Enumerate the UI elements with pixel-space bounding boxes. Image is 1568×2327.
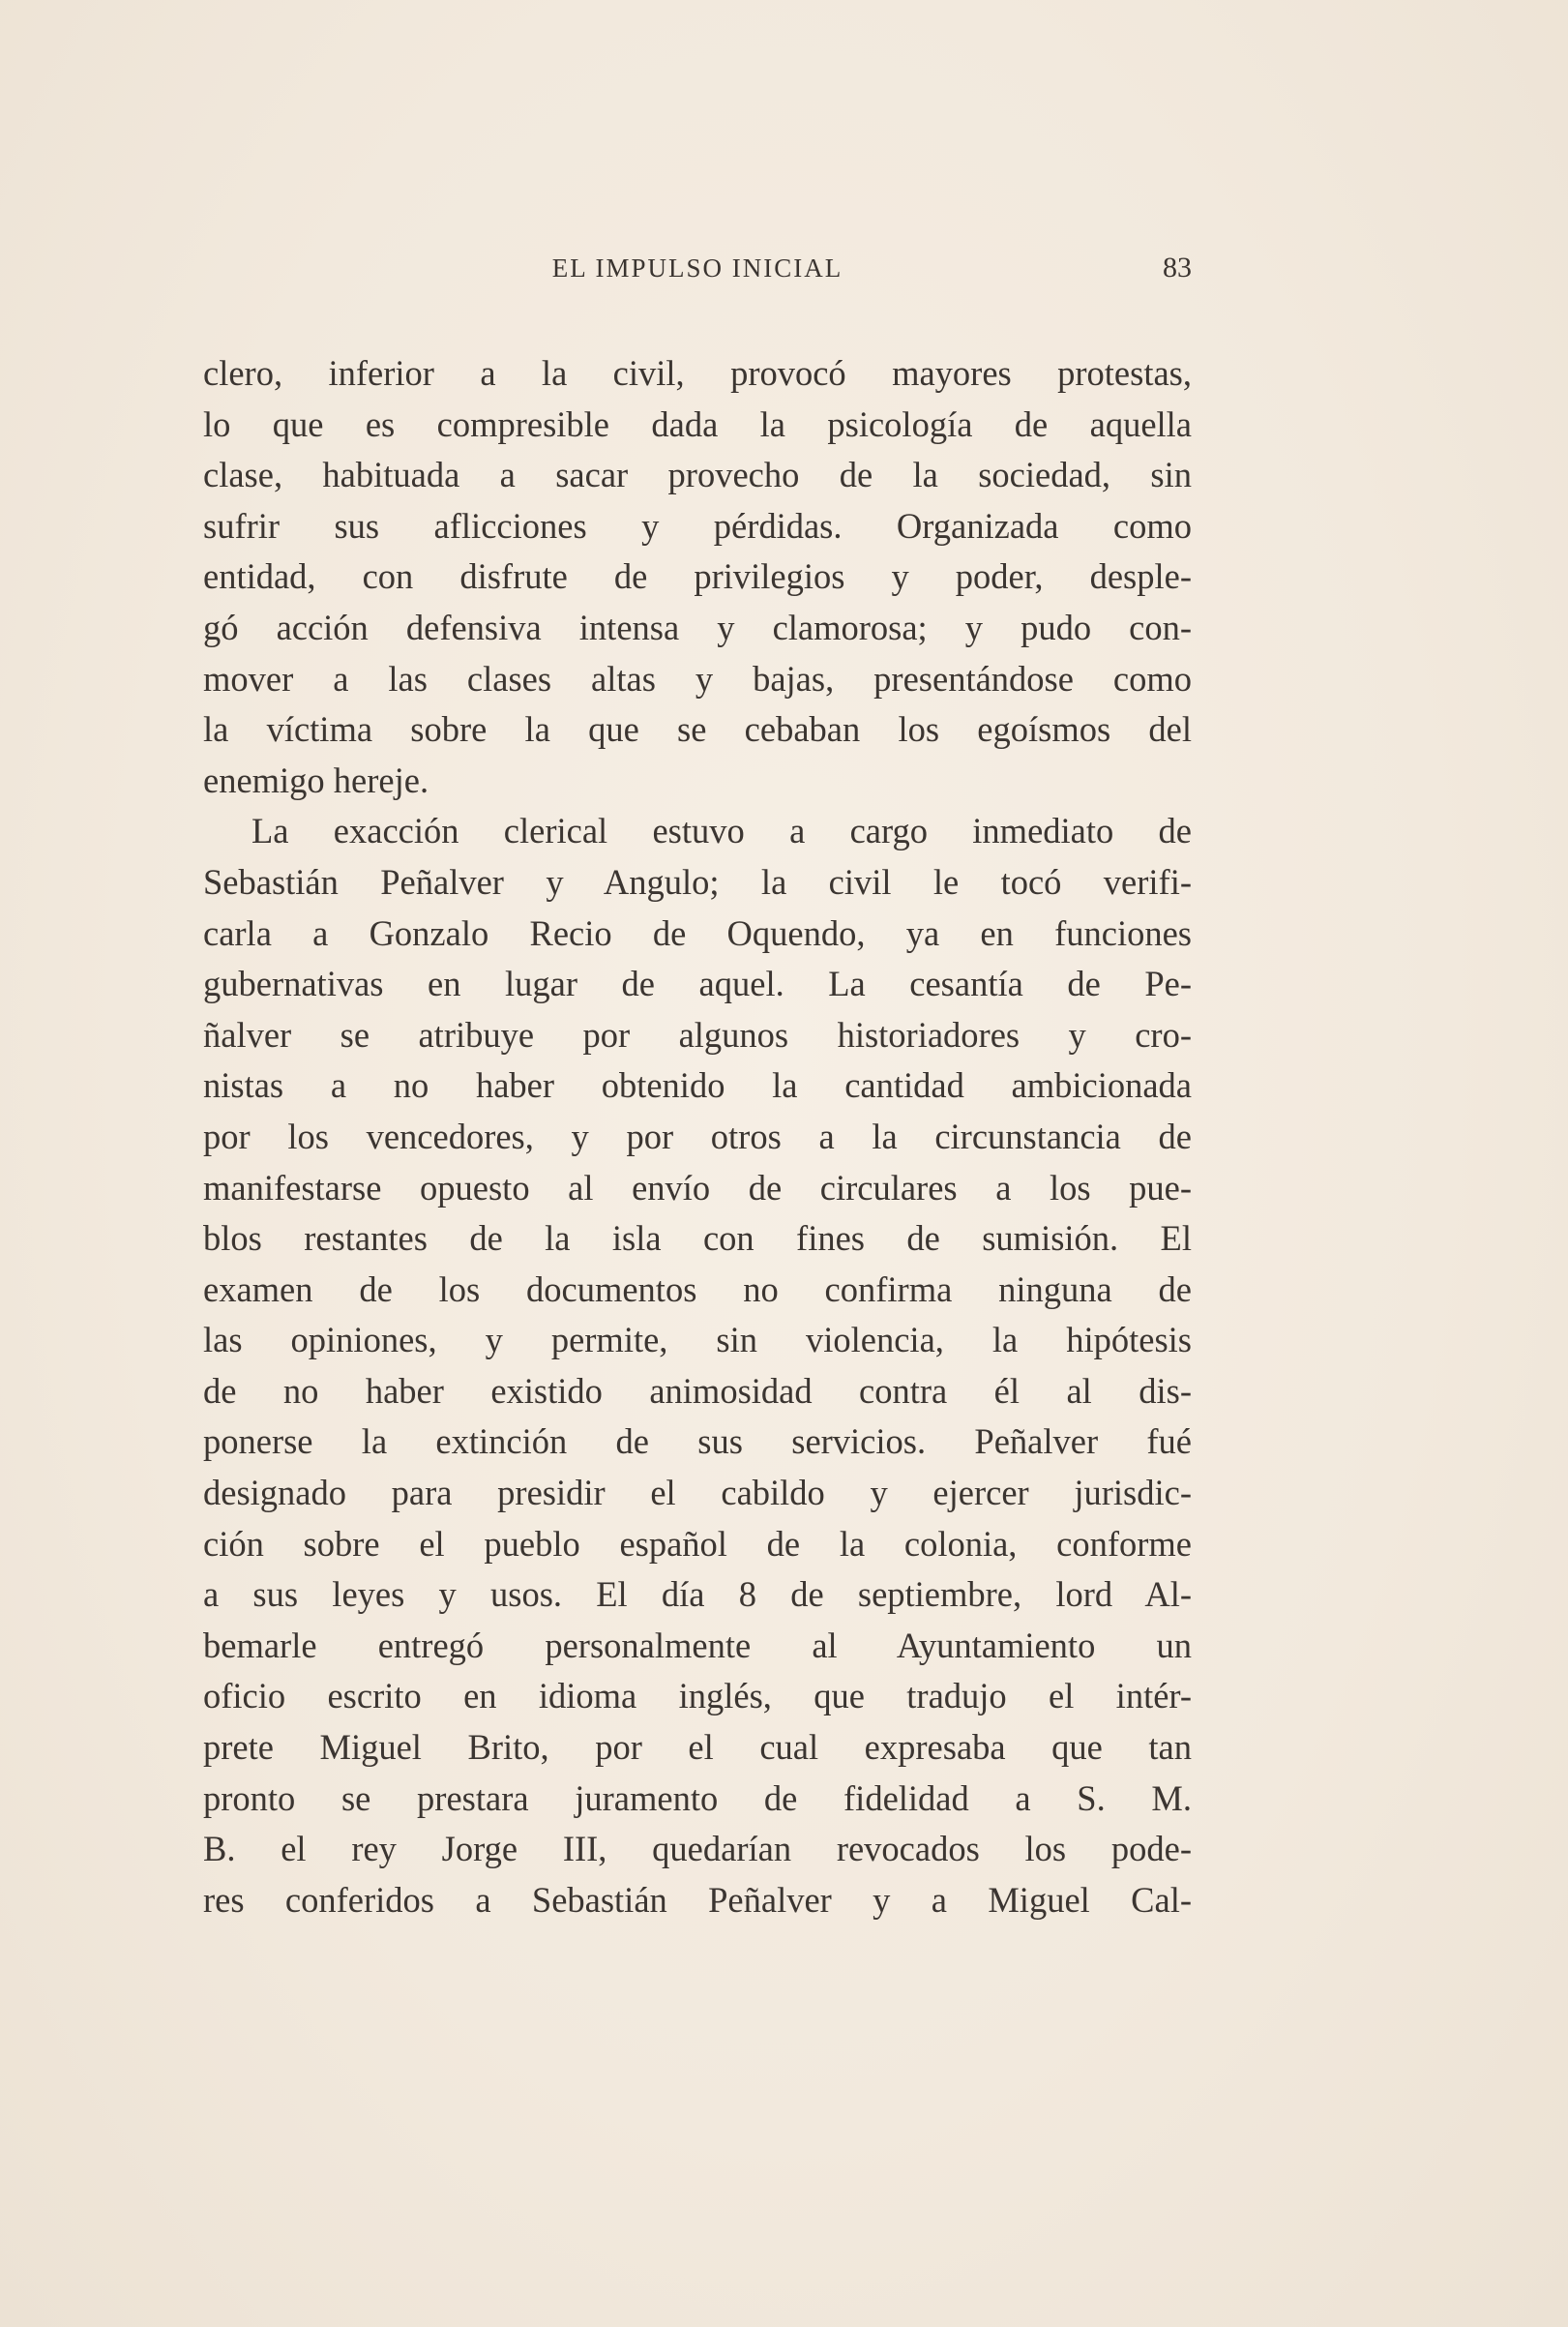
- text-line: clase, habituada a sacar provecho de la sociedad, sin: [203, 455, 1192, 495]
- text-line: ñalver se atribuye por algunos historiadores y cro-: [203, 1014, 1192, 1055]
- body-text: [203, 348, 1192, 1925]
- text-line: de no haber existido animosidad contra él al dis-: [203, 1370, 1192, 1411]
- text-line: las opiniones, y permite, sin violencia, la hipótesis: [203, 1320, 1192, 1360]
- text-line: Sebastián Peñalver y Angulo; la civil le tocó verifi-: [203, 861, 1192, 902]
- text-line: oficio escrito en idioma inglés, que tradujo el intér-: [203, 1676, 1192, 1716]
- text-line: clero, inferior a la civil, provocó mayores protestas,: [203, 353, 1192, 393]
- running-head: [203, 254, 1192, 292]
- running-title: EL IMPULSO INICIAL: [551, 254, 843, 283]
- text-line: carla a Gonzalo Recio de Oquendo, ya en funciones: [203, 912, 1192, 953]
- text-line: manifestarse opuesto al envío de circulares a los pue-: [203, 1167, 1192, 1208]
- text-line: B. el rey Jorge III, quedarían revocados los pode-: [203, 1829, 1192, 1869]
- text-line: bemarle entregó personalmente al Ayuntamiento un: [203, 1625, 1192, 1665]
- text-line: gubernativas en lugar de aquel. La cesantía de Pe-: [203, 964, 1192, 1004]
- text-line: ción sobre el pueblo español de la colonia, conforme: [203, 1523, 1192, 1564]
- text-line: a sus leyes y usos. El día 8 de septiembre, lord Al-: [203, 1574, 1192, 1615]
- text-line: designado para presidir el cabildo y ejercer jurisdic-: [203, 1473, 1192, 1513]
- text-line: por los vencedores, y por otros a la circunstancia de: [203, 1116, 1192, 1156]
- text-line: prete Miguel Brito, por el cual expresaba que tan: [203, 1727, 1192, 1768]
- text-line: la víctima sobre la que se cebaban los egoísmos del: [203, 709, 1192, 750]
- text-line: La exacción clerical estuvo a cargo inmediato de: [251, 811, 1192, 851]
- text-line: entidad, con disfrute de privilegios y poder, desple-: [203, 556, 1192, 597]
- page-number: 83: [1163, 252, 1192, 283]
- text-line: blos restantes de la isla con fines de sumisión. El: [203, 1218, 1192, 1259]
- text-line: lo que es compresible dada la psicología de aquella: [203, 403, 1192, 444]
- text-line: res conferidos a Sebastián Peñalver y a Miguel Cal-: [203, 1879, 1192, 1920]
- text-line: enemigo hereje.: [203, 760, 429, 800]
- text-line: sufrir sus aflicciones y pérdidas. Organizada como: [203, 505, 1192, 546]
- text-line: nistas a no haber obtenido la cantidad ambicionada: [203, 1065, 1192, 1106]
- text-line: ponerse la extinción de sus servicios. Peñalver fué: [203, 1421, 1192, 1462]
- text-line: gó acción defensiva intensa y clamorosa; y pudo con-: [203, 607, 1192, 647]
- text-line: examen de los documentos no confirma ninguna de: [203, 1268, 1192, 1309]
- text-line: mover a las clases altas y bajas, presentándose como: [203, 658, 1192, 699]
- text-line: pronto se prestara juramento de fidelidad a S. M.: [203, 1777, 1192, 1818]
